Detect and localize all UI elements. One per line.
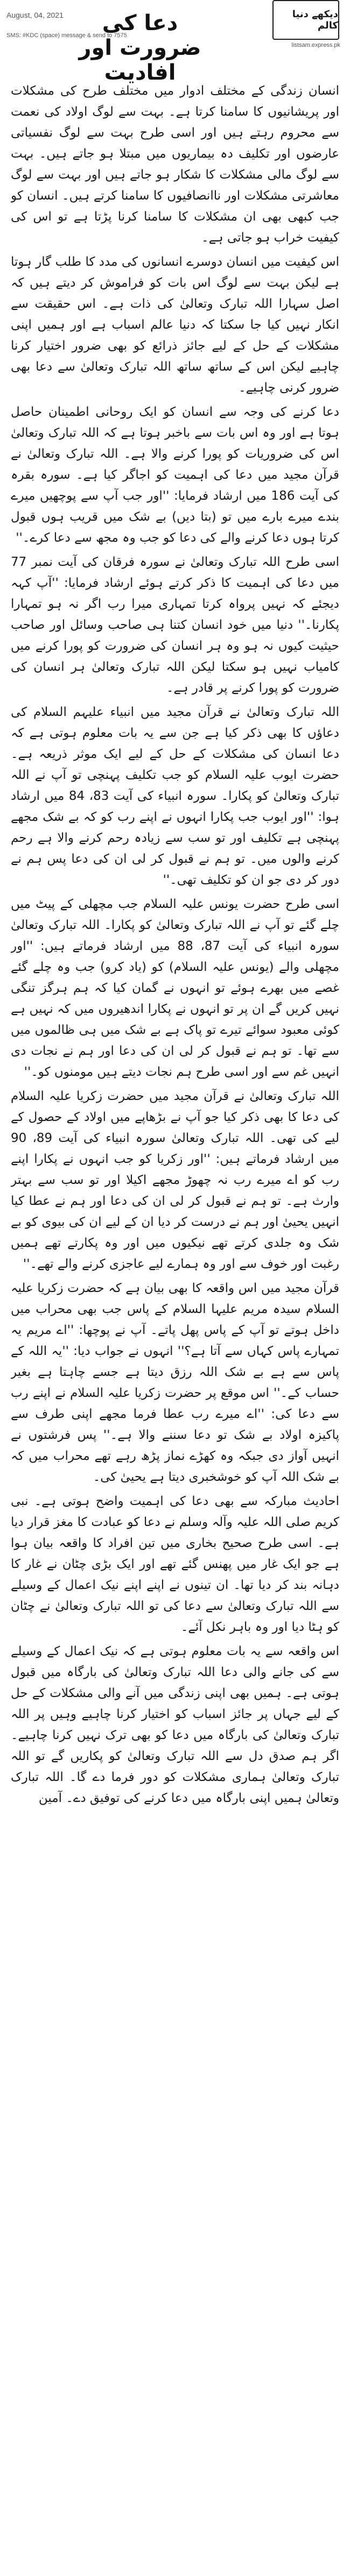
column-body — [11, 81, 339, 2555]
paragraph: دعا کرنے کی وجہ سے انسان کو ایک روحانی اطمینان حاصل ہوتا ہے اور وہ اس بات سے باخبر ہوتا ہے کہ اللہ تبارک وتعالیٰ اس کی ضروریات کو پورا کرنے والا ہے۔ اللہ تبارک وتعالیٰ نے قرآن مجید میں دعا کی اہمیت کو اجاگر کیا ہے۔ سورہ بقرہ کی آیت 186 میں ارشاد فرمایا: ''اور جب آپ سے پوچھیں میرے بندے میرے بارے میں تو (بتا دیں) بے شک میں قریب ہوں قبول کرتا ہوں دعا کرنے والے کی دعا کو جب وہ مجھ سے دعا کرے۔'' — [11, 405, 339, 545]
paragraph: اللہ تبارک وتعالیٰ نے قرآن مجید میں انبیاء علیہم السلام کی دعاؤں کا بھی ذکر کیا ہے جن سے یہ بات معلوم ہوتی ہے کہ دعا انسان کی مشکلات کے حل کے لیے ایک موثر ذریعہ ہے۔ حضرت ایوب علیہ السلام کو جب تکلیف پہنچی تو آپ نے اللہ تبارک وتعالیٰ کو پکارا۔ سورہ انبیاء کی آیت 83، 84 میں ارشاد ہوا: ''اور ایوب جب پکارا انہوں نے اپنے رب کو کہ بے شک مجھے پہنچی ہے تکلیف اور تو سب سے زیادہ رحم کرنے والا ہے رحم کرنے والوں میں۔ تو ہم نے قبول کر لی ان کی دعا پس ہم نے دور کر دی جو ان کو تکلیف تھی۔'' — [11, 705, 339, 887]
column-header — [0, 0, 350, 85]
paragraph: اسی طرح حضرت یونس علیہ السلام جب مچھلی کے پیٹ میں چلے گئے تو آپ نے اللہ تبارک وتعالیٰ کو پکارا۔ اللہ تبارک وتعالیٰ سورہ انبیاء کی آیت 87، 88 میں ارشاد فرماتے ہیں: ''اور مچھلی والے (یونس علیہ السلام) کو (یاد کرو) جب وہ چلے گئے غصے میں بھرے ہوئے تو انہوں نے گمان کیا کہ ہم ہرگز تنگی نہیں کریں گے ان پر تو انہوں نے پکارا اندھیروں میں کہ نہیں ہے کوئی معبود سوائے تیرے تو پاک ہے بے شک میں ہی ظالموں میں سے تھا۔ تو ہم نے قبول کر لی ان کی دعا اور ہم نے نجات دی انہیں غم سے اور اسی طرح ہم نجات دیتے ہیں مومنوں کو۔'' — [11, 897, 339, 1079]
paragraph: اسی طرح اللہ تبارک وتعالیٰ نے سورہ فرقان کی آیت نمبر 77 میں دعا کی اہمیت کا ذکر کرتے ہوئے ارشاد فرمایا: ''آپ کہہ دیجئے کہ نہیں پرواہ کرتا تمہاری میرا رب اگر نہ ہو تمہارا پکارنا۔'' دنیا میں خود انسان کتنا ہی صاحب وسائل اور صاحب حیثیت کیوں نہ ہو وہ ہر انسان کی ضرورت کو پورا کرنے میں کامیاب نہیں ہو سکتا لیکن اللہ تبارک وتعالیٰ ہر انسان کی ضرورت کو پورا کرنے پر قادر ہے۔ — [11, 555, 339, 695]
sms-instructions: SMS: #KDC (space) message & send to 7575 — [6, 32, 127, 39]
paragraph: اللہ تبارک وتعالیٰ نے قرآن مجید میں حضرت زکریا علیہ السلام کی دعا کا بھی ذکر کیا جو آپ نے بڑھاپے میں اولاد کے حصول کے لیے کی تھی۔ اللہ تبارک وتعالیٰ سورہ انبیاء کی آیت 89، 90 میں ارشاد فرماتے ہیں: ''اور زکریا کو جب انہوں نے پکارا اپنے رب کو اے میرے رب نہ چھوڑ مجھے اکیلا اور تو سب سے بہتر وارث ہے۔ تو ہم نے قبول کر لی ان کی دعا اور ہم نے عطا کیا انہیں یحییٰ اور ہم نے درست کر دیا ان کے لیے ان کی بیوی کو بے شک وہ جلدی کرتے تھے نیکیوں میں اور وہ پکارتے تھے ہمیں رغبت اور خوف سے اور وہ ہمارے لیے عاجزی کرنے والے تھے۔'' — [11, 1089, 339, 1271]
paragraph: اس کیفیت میں انسان دوسرے انسانوں کی مدد کا طلب گار ہوتا ہے لیکن بہت سے لوگ اس بات کو فراموش کر دیتے ہیں کہ اصل سہارا اللہ تبارک وتعالیٰ کی ذات ہے۔ اس حقیقت سے انکار نہیں کیا جا سکتا کہ دنیا عالم اسباب ہے اور ہمیں اپنی مشکلات کے حل کے لیے جائز ذرائع کو بھی ضرور اختیار کرنا چاہیے لیکن اس کے ساتھ ساتھ اللہ تبارک وتعالیٰ سے دعا بھی ضرور کرنی چاہیے۔ — [11, 255, 339, 395]
columnist-logo: دیکھے دنیا کالم — [272, 0, 339, 40]
column-title: دعا کی ضرورت اور افادیت — [79, 11, 201, 85]
paragraph: اس واقعہ سے یہ بات معلوم ہوتی ہے کہ نیک اعمال کے وسیلے سے کی جانے والی دعا اللہ تبارک وتعالیٰ کی بارگاہ میں قبول ہوتی ہے۔ ہمیں بھی اپنی زندگی میں آنے والی مشکلات کے حل کے لیے جہاں پر جائز اسباب کو اختیار کرنا چاہیے وہیں پر اللہ تبارک وتعالیٰ کی بارگاہ میں دعا کو بھی ترک نہیں کرنا چاہیے۔ اگر ہم صدق دل سے اللہ تبارک وتعالیٰ کو پکاریں گے تو اللہ تبارک وتعالیٰ ہماری مشکلات کو دور فرما دے گا۔ اللہ تبارک وتعالیٰ ہمیں اپنی بارگاہ میں دعا کرنے کی توفیق دے۔ آمین — [11, 1644, 339, 1805]
paragraph: قرآن مجید میں اس واقعہ کا بھی بیان ہے کہ حضرت زکریا علیہ السلام سیدہ مریم علیہا السلام کے پاس جب بھی محراب میں داخل ہوتے تو آپ کے پاس پھل پاتے۔ آپ نے پوچھا: ''اے مریم یہ تمہارے پاس کہاں سے آتا ہے؟'' انہوں نے جواب دیا: ''یہ اللہ کے پاس سے ہے بے شک اللہ رزق دیتا ہے جسے چاہتا ہے بغیر حساب کے۔'' اس موقع پر حضرت زکریا علیہ السلام نے اپنے رب سے دعا کی: ''اے میرے رب عطا فرما مجھے اپنی طرف سے پاکیزہ اولاد بے شک تو دعا سننے والا ہے۔'' پس فرشتوں نے انہیں آواز دی جبکہ وہ کھڑے نماز پڑھ رہے تھے محراب میں کہ بے شک اللہ آپ کو خوشخبری دیتا ہے یحییٰ کی۔ — [11, 1281, 339, 1484]
publish-date: August, 04, 2021 — [6, 11, 64, 19]
paragraph: انسان زندگی کے مختلف ادوار میں مختلف طرح کی مشکلات اور پریشانیوں کا سامنا کرتا ہے۔ بہت سے لوگ اولاد کی نعمت سے محروم رہتے ہیں اور اسی طرح بہت سے لوگ نفسیاتی عارضوں اور تکلیف دہ بیماریوں میں مبتلا ہو جاتے ہیں۔ بہت سے لوگ مالی مشکلات کا شکار ہو جاتے ہیں اور بہت سے لوگ معاشرتی مشکلات اور ناانصافیوں کا سامنا کرتے ہیں۔ انسان کو جب کبھی بھی ان مشکلات کا سامنا کرنا پڑتا ہے تو اس کی کیفیت خراب ہو جاتی ہے۔ — [11, 84, 339, 245]
paragraph: احادیث مبارکہ سے بھی دعا کی اہمیت واضح ہوتی ہے۔ نبی کریم صلی اللہ علیہ وآلہ وسلم نے دعا کو عبادت کا مغز قرار دیا ہے۔ اسی طرح صحیح بخاری میں تین افراد کا واقعہ بیان ہوا ہے جو ایک غار میں پھنس گئے تھے اور ایک بڑی چٹان نے غار کا دہانہ بند کر دیا تھا۔ ان تینوں نے اپنے اپنے نیک اعمال کے وسیلے سے اللہ تبارک وتعالیٰ سے دعا کی تو اللہ تبارک وتعالیٰ نے چٹان کو ہٹا دیا اور وہ باہر نکل آئے۔ — [11, 1494, 339, 1634]
website-link[interactable]: listsam.express.pk — [291, 42, 340, 48]
